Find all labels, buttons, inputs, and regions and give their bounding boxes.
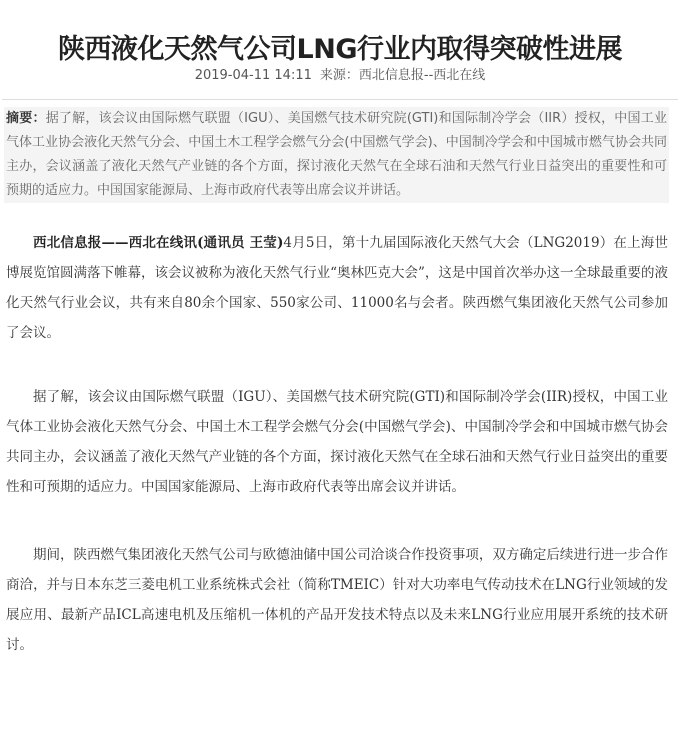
article-title: 陕西液化天然气公司LNG行业内取得突破性进展 (58, 34, 622, 66)
abstract-text: 据了解，该会议由国际燃气联盟（IGU）、美国燃气技术研究院(GTI)和国际制冷学会（IIR）授权，中国工业气体工业协会液化天然气分会、中国土木工程学会燃气分会(中国燃气学会)、中国制冷学会和中国城市燃气协会共同主办，会议涵盖了液化天然气产业链的各个方面，探讨液化天然气在全球石油和天然气行业日益突出的重要性和可预期的适应力。中国国家能源局、上海市政府代表等出席会议并讲话。 (6, 111, 667, 198)
paragraph-2 (6, 382, 668, 502)
paragraph-text: 4月5日，第十九届国际液化天然气大会（LNG2019）在上海世博展览馆圆满落下帷幕，该会议被称为液化天然气行业“奥林匹克大会”，这是中国首次举办这一全球最重要的液化天然气行业会议，共有来自80余个国家、550家公司、11000名与会者。陕西燃气集团液化天然气公司参加了会议。 (6, 235, 668, 341)
divider (2, 99, 678, 100)
paragraph-text: 据了解，该会议由国际燃气联盟（IGU）、美国燃气技术研究院(GTI)和国际制冷学会(IIR)授权，中国工业气体工业协会液化天然气分会、中国土木工程学会燃气分会(中国燃气学会)、中国制冷学会和中国城市燃气协会共同主办，会议涵盖了液化天然气产业链的各个方面，探讨液化天然气在全球石油和天然气行业日益突出的重要性和可预期的适应力。中国国家能源局、上海市政府代表等出席会议并讲话。 (6, 389, 668, 495)
abstract-label: 摘要： (6, 111, 46, 126)
paragraph-text: 期间，陕西燃气集团液化天然气公司与欧德油储中国公司洽谈合作投资事项，双方确定后续进行进一步合作商洽，并与日本东芝三菱电机工业系统株式会社（简称TMEIC）针对大功率电气传动技术在LNG行业领域的发展应用、最新产品ICL高速电机及压缩机一体机的产品开发技术特点以及未来LNG行业应用展开系统的技术研讨。 (6, 547, 668, 653)
article-body (6, 228, 668, 698)
publish-date: 2019-04-11 14:11 (194, 68, 312, 83)
article-source: 来源：西北信息报--西北在线 (319, 68, 486, 83)
paragraph-3 (6, 540, 668, 660)
article-meta (0, 66, 680, 86)
paragraph-lead: 西北信息报——西北在线讯(通讯员 王莹) (33, 235, 284, 251)
paragraph-1 (6, 228, 668, 348)
abstract-box (4, 107, 669, 203)
